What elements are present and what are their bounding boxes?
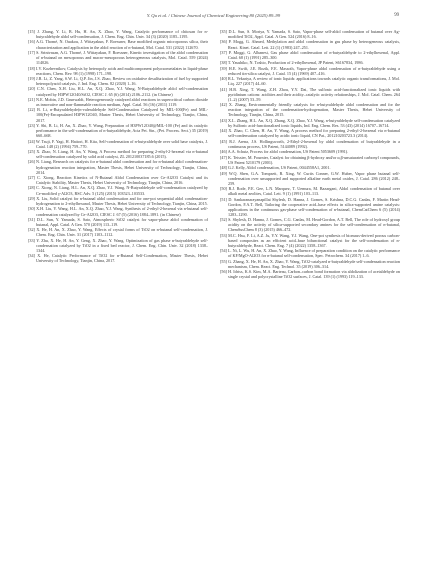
reference-entry: [38] T. Yasuhiko, N. Toshio, Production of 2-ethylhexenal, JP Patent, S6167834, 1986. xyxy=(220,60,364,66)
reference-entry: [27] C. Xiong, Reaction Kinetics of N-Butanal Aldol Condensation over Ce-Al2O3 Catalyst and its Catalytic Stability, Master Thesis, Hebei University of Technology, Tianjin, China, 2016. xyxy=(28,175,208,186)
reference-entry: [56] H. Idriss, K.S. Kim, M.A. Barteau, Carbon–carbon bond formation via aldolization of acetaldehyde on single crystal and polycrystalline TiO2 surfaces, J. Catal. 139 (1) (1993) 119–133. xyxy=(220,269,400,280)
references-right-column xyxy=(220,29,400,280)
references-left-column xyxy=(28,29,208,280)
reference-entry: [31] D.L. Sun, Y. Yamada, S. Sato, Atmospheric SiO2 catalyst for vapor-phase aldol condensation of butanal, Appl. Catal. A Gen. 570 (2019) 113–119. xyxy=(28,216,208,227)
reference-entry: [18] I.V. Kozhevnikov, Catalysis by heteropoly acids and multicomponent polyoxometalates in liquid-phase reactions, Chem. Rev. 98 (1) (1998) 171–198. xyxy=(28,65,208,76)
reference-entry: [16] A.G. Thomé, N. Ouakou, J. Wittayakun, F. Roessner, Base modified organic microporous silica, their characterization and application in the aldol reaction of n-butanal, Mol. Catal. 531 (2022) 112670. xyxy=(28,39,208,50)
reference-entry: [34] X. He, Catalytic Performance of TiO2 for n-Butanal Self-Condensation, Master Thesis, Hebei University of Technology, Tianjin, China, 2017. xyxy=(28,253,208,264)
reference-entry: [33] Y. Zhu, X. He, H. An, Y. Geng, X. Zhao, Y. Wang, Optimization of gas phase n-butyraldehyde self-condensation catalyzed by TiO2 in a fixed bed reactor, J. Chem. Eng. Chin. Univ. 32 (2018) 1338–1344. xyxy=(28,237,208,253)
page-number: 99 xyxy=(394,13,399,18)
reference-entry: [54] L. Ni, L. Wu, H. An, X. Zhao, Y. Wang, Influence of preparation condition on the catalytic performance of KF/MgO-Al2O3 for n-butanal self-condensation, Spec. Petrochem. 34 (2017) 1–6. xyxy=(220,248,400,259)
reference-entry: [32] X. He, H. An, X. Zhao, Y. Wang, Effects of crystal forms of TiO2 on n-butanal self-condensation, J. Chem. Eng. Chin. Univ. 31 (2017) 1103–1112. xyxy=(28,227,208,238)
reference-entry: [43] X.L. Zhang, H.L. An, X.Q. Zhang, X.Q. Zhao, Y.J. Wang, n-butyraldehyde self-condensation catalyzed by Sulfonic acid-functionalized ionic liquids, Ind. Eng. Chem. Res. 53 (43) (2014) 16707–16714. xyxy=(220,117,400,128)
reference-entry: [39] H.E. Swift, J.E. Bozik, F.E. Massoth, Vapor-phase aldol condensation of n-butyraldehyde using a reduced tin-silica catalyst, J. Catal. 15 (4) (1969) 407–416. xyxy=(220,65,400,76)
reference-entry: [47] K. Teissier, M. Fournier, Catalyst for obtaining β-hydroxy and/or α,β-unsaturated carbonyl compounds, US Patent 5210179 (2001). xyxy=(220,154,400,165)
reference-entry: [15] J. Zhang, Y. Li, B. Hu, H. An, X. Zhao, Y. Wang, Catalytic performance of chitosan for n-butyraldehyde aldol self-condensation, J. Chem. Eng. Chin. Univ. 34 (3) (2020) 1185–1195. xyxy=(28,29,208,40)
reference-entry: [55] G. Zhang, X. He, H. An, X. Zhao, Y. Wang, TiO2-catalyzed n-butyraldehyde self-condensation reaction mechanism, Chem. React. Eng. Technol. 35 (2019) 306–314. xyxy=(220,258,400,269)
reference-entry: [22] B. Li, n-Butyraldehyde(n-valeraldehyde Self-Condensation Catalyzed by MIL-100(Fe) and MIL-100(Fe)-Encapsulated H3PW12O40, Master Thesis, Hebei University of Technology, Tianjin, China, 2017. xyxy=(28,107,208,123)
reference-entry: [48] G.J. Kelly, Aldol condensation, US Patent, 0044558A1, 2001. xyxy=(220,165,331,171)
reference-entry: [41] H.B. Xing, T. Wang, Z.H. Zhou, Y.Y. Dai, The sulfonic acid-functionalized ionic liquids with pyridinium cations: acidities and their acidity–catalytic activity relationships, J. Mol. Catal. Chem. 264 (1–2) (2007) 53–59. xyxy=(220,86,400,102)
page-header xyxy=(28,13,399,22)
reference-entry: [53] M.C. Hsu, F. Li, A.Z. Ju, Y.Y. Wang, Y.J. Wang, One-pot synthesis of biomass-derived porous carbon-based composites as an efficient acid–base bifunctional catalyst for the self-condensation of n-butyraldehyde, React. Chem. Eng. 7 (4) (2022) 1358–1367. xyxy=(220,232,400,248)
reference-entry: [36] P. Mogg, G. Ahmed, Methylation and aldol condensation in gas phase by heterogeneous catalysis, React. Kinet. Catal. Lett. 22 (1) (1983) 247–251. xyxy=(220,39,400,50)
reference-entry: [52] S. Shylesh, D. Hanna, J. Gomes, C.G. Canlas, M. Head-Gordon, A.T. Bell, The role of hydroxyl group acidity on the activity of silica-supported secondary amines for the self-condensation of n-butanal, ChemSusChem 8 (3) (2015) 466–472. xyxy=(220,217,400,233)
references-section xyxy=(28,29,400,280)
reference-entry: [42] X. Zhang, Environmentally friendly catalysts for n-butyraldehyde aldol condensation and for the reaction integration of the condensation-hydrogenation, Master Thesis, Hebei University of Technology, Tianjin, China, 2015. xyxy=(220,102,400,118)
reference-entry: [49] W.Q. Shen, G.A. Tompsett, R. Xing, W. Curtis Conner, G.W. Huber, Vapor phase butanal self-condensation over unsupported and supported alkaline earth metal oxides, J. Catal. 286 (2012) 248–259. xyxy=(220,170,400,186)
reference-entry: [44] X. Zhao, C. Chen, H. An, Y. Wang, A process method for preparing 2-ethyl-2-hexenal via n-butanal self-condensation catalyzed by acidic ionic liquid, CN Pat., 201210203723.3 (2014). xyxy=(220,128,400,139)
reference-entry: [19] J.R. Li, Z. Yang, S.W. Li, Q.P. Jin, J.S. Zhao, Review on oxidative desulfurization of fuel by supported heteropolyacid catalysts, J. Ind. Eng. Chem. 82 (2020) 1–16. xyxy=(28,75,208,87)
reference-entry: [37] P. Moggi, G. Albanesi, Gas phase aldol condensation of n-butyraldehyde to 2-ethylhexenal, Appl. Catal. 68 (1) (1991) 285–300. xyxy=(220,49,400,61)
reference-entry: [29] X. Liu, Solid catalyst for n-butanal aldol condensation and for one-pot sequential aldol condensation-hydrogenation to 2-ethylhexanol, Master Thesis, Hebei University of Technology, Tianjin, China, 2015. xyxy=(28,195,208,207)
reference-entry: [25] X. Zhao, N. Liang, H. An, Y. Wang, A Process method for preparing 2-ethyl-2-hexenal via n-butanal self-condensation catalyzed by solid acid catalyst, ZL 201210037185.6 (2015). xyxy=(28,148,208,160)
reference-entry: [30] X.H. Liu, Y. Wang, H.L. An, X.Q. Zhao, Y.J. Wang, Synthesis of 2-ethyl-2-hexenal via n-butanal self-condensation catalyzed by Ce-Al2O3, CIESC J. 67 (5) (2016) 1884–1891. (in Chinese) xyxy=(28,206,208,217)
reference-entry: [17] S. Srinivasan, A.G. Thomé, J. Wittayakun, F. Roessner, Kinetic investigation of the aldol condensation of n-butanal on mesoporous and macro-mesoporous heterogeneous catalysts, Mol. Catal. 559 (2024) 114026. xyxy=(28,49,208,66)
reference-entry: [35] D.L. Sun, S. Moriya, Y. Yamada, S. Sato, Vapor-phase self-aldol condensation of butanal over Ag-modified TiO2, Appl. Catal. A Gen. 524 (2016) 8–16. xyxy=(220,29,400,40)
reference-entry: [50] R.J. Rode, P.E. Gee, L.N. Marquez, T. Uemura, M. Bazargani, Aldol condensation of butanal over alkali metal zeolites, Catal. Lett. 9 (1) (1991) 103–113. xyxy=(220,186,400,197)
reference-entry: [23] Y. Shi, B. Li, H. An, X. Zhao, Y. Wang, Preparation of H3PW12O40@MIL-100 (Fe) and its catalytic performance in the self-condensation of n-butyraldehyde, Acta Pet. Sin., (Pet. Process. Sect.) 35 (2019) 660–668. xyxy=(28,122,208,139)
journal-citation: Y. Qu et al. / Chinese Journal of Chemical Engineering 80 (2025) 89–99 xyxy=(146,13,281,18)
reference-entry: [51] D. Sankaranarayanapillai Shylesh, D. Hanna, J. Gomes, S. Krishna, D.C.G. Canlas, F. Martin Head-Gordon, F.A.T. Bell, Tailoring the cooperative acid–base effects in silica-supported amine catalysts: applications in the continuous gas-phase self-condensation of n-butanal, ChemCatChem 6 (5) (2014) 1283–1290. xyxy=(220,196,400,217)
reference-entry: [45] R.J. Arena, J.S. Hollingsworth, 2-Ethyl-2-hexenal by aldol condensation of butyraldehyde in a continuous process, US Patent, 5144089 (1992). xyxy=(220,138,400,149)
reference-entry: [20] C.N. Chen, X.H. Liu, H.L. An, X.Q. Zhao, Y.J. Wang, N-Butyraldehyde aldol self-condensation catalyzed by H3PW12O40/SiO2, CIESC J. 65 (6) (2014) 2106–2112. (in Chinese) xyxy=(28,86,208,97)
reference-entry: [21] N.E. Mobin, J.D. Grunwaldt, Heterogeneously catalyzed aldol reactions in supercritical carbon dioxide as innovative and non-flammable reaction medium, Appl. Catal. 56 (16) (2011) 1119. xyxy=(28,96,208,107)
reference-entry: [40] R.L. Vekariya, A review of ionic liquids: applications towards catalytic organic transformations, J. Mol. Liq. 227 (2017) 44–60. xyxy=(220,76,400,87)
reference-entry: [28] C. Xiong, N. Liang, H.L. An, X.Q. Zhao, Y.J. Wang, N-Butyraldehyde self-condensation catalyzed by Ce-modified γ-Al2O3, RSC Adv. 5 (125) (2015) 103523–103533. xyxy=(28,185,208,196)
reference-entry: [24] W. Tsuji, F. Yagi, H. Hattori, H. Kita, Self-condensation of n-butyraldehyde over solid base catalysts, J. Catal. 148 (2) (1994) 759–770. xyxy=(28,138,208,149)
reference-entry: [26] N. Liang, Research on catalysts for n-butanal aldol condensation and for n-butanal aldol condensation-hydrogenation reaction integration, Master Thesis, Hebei University of Technology, Tianjin, China, 2014. xyxy=(28,159,208,175)
reference-entry: [46] A.A. Schutz, Process for aldol condensation, US Patent 5053609 (1991). xyxy=(220,149,349,155)
